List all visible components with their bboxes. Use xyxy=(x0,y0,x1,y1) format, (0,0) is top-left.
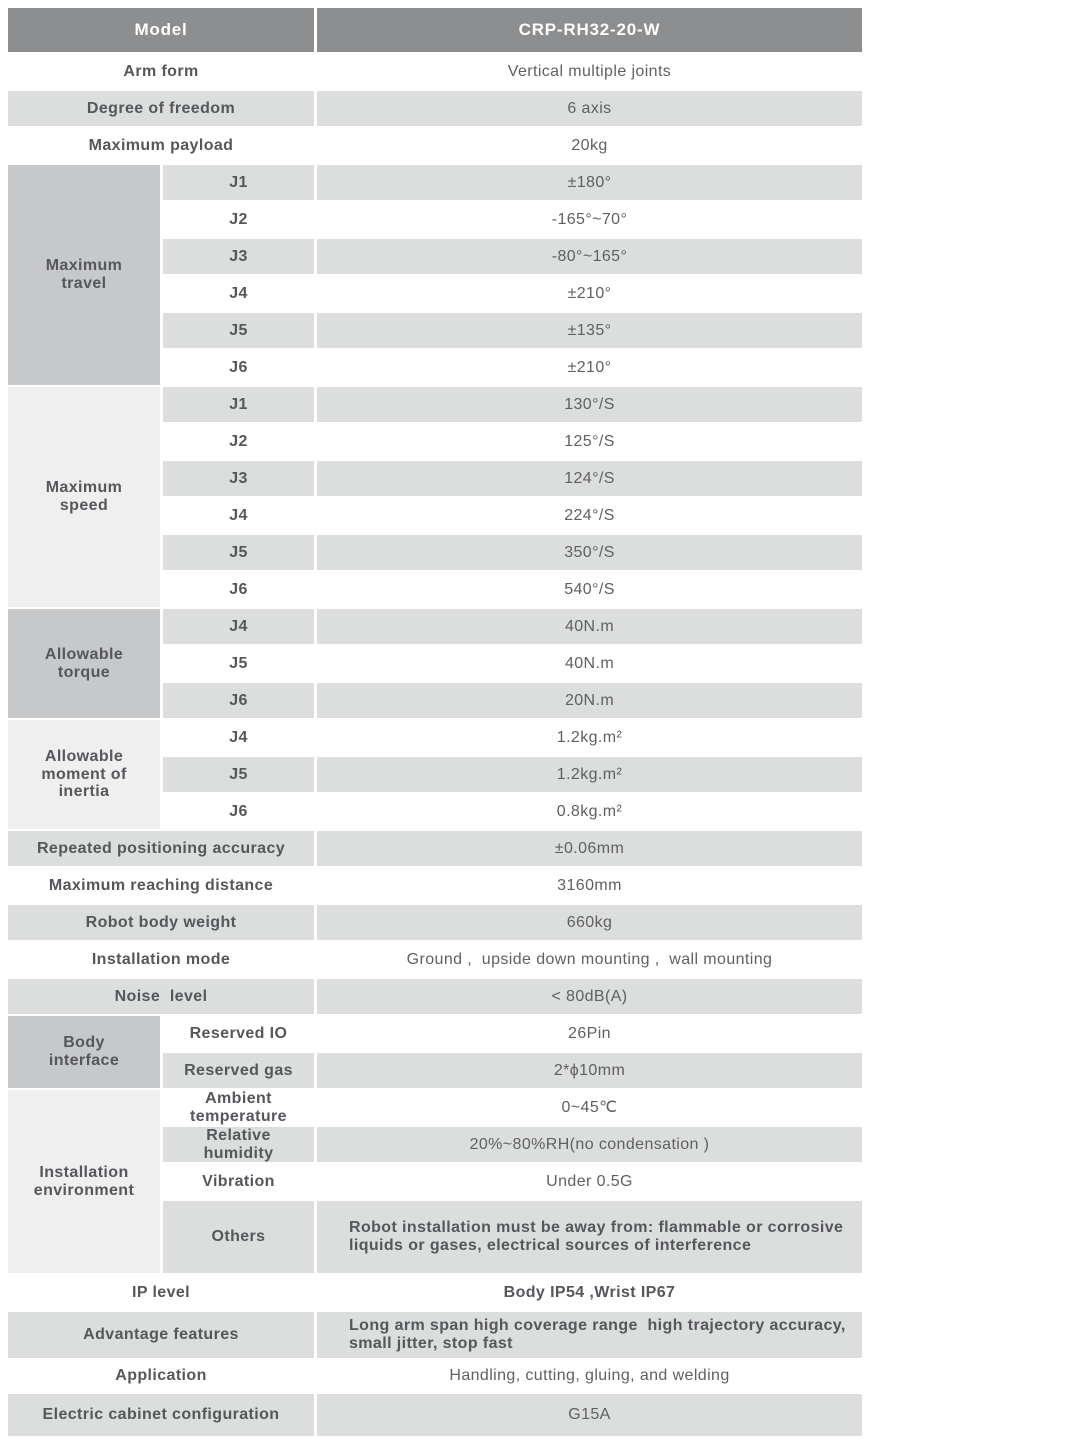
inertia-j5-value: 1.2kg.m² xyxy=(317,757,862,792)
robot-body-weight-label: Robot body weight xyxy=(8,905,314,940)
ambient-temperature-label: Ambient temperature xyxy=(190,1090,287,1125)
speed-j2-label: J2 xyxy=(229,432,248,450)
speed-j5-value: 350°/S xyxy=(317,535,862,570)
travel-j3-label: J3 xyxy=(163,239,314,274)
speed-j6-value: 540°/S xyxy=(564,580,615,598)
degree-of-freedom-label: Degree of freedom xyxy=(8,91,314,126)
advantage-features-label: Advantage features xyxy=(8,1312,314,1358)
travel-j5-label: J5 xyxy=(163,313,314,348)
speed-j4-label: J4 xyxy=(229,506,248,524)
application-value: Handling, cutting, gluing, and welding xyxy=(449,1367,730,1385)
ambient-temperature-value: 0~45℃ xyxy=(561,1098,618,1116)
travel-j1-value: ±180° xyxy=(317,165,862,200)
travel-j1-label: J1 xyxy=(163,165,314,200)
maximum-speed-group-label: Maximum speed xyxy=(8,387,160,607)
travel-j2-value: -165°~70° xyxy=(551,210,628,228)
repeated-positioning-accuracy-value: ±0.06mm xyxy=(317,831,862,866)
electric-cabinet-configuration-value: G15A xyxy=(317,1394,862,1436)
body-interface-group-label: Body interface xyxy=(8,1016,160,1088)
installation-environment-group-label: Installation environment xyxy=(8,1090,160,1273)
noise-level-label: Noise level xyxy=(8,979,314,1014)
torque-j4-value: 40N.m xyxy=(317,609,862,644)
torque-j5-value: 40N.m xyxy=(564,654,615,672)
reserved-gas-label: Reserved gas xyxy=(163,1053,314,1088)
others-value: Robot installation must be away from: flammable or corrosive liquids or gases, electrical sources of interference xyxy=(317,1201,862,1273)
relative-humidity-value: 20%~80%RH(no condensation ) xyxy=(317,1127,862,1162)
installation-mode-value: Ground , upside down mounting , wall mounting xyxy=(406,950,773,968)
torque-j4-label: J4 xyxy=(163,609,314,644)
maximum-reaching-distance-label: Maximum reaching distance xyxy=(48,876,274,894)
ip-level-value: Body IP54 ,Wrist IP67 xyxy=(503,1283,676,1301)
relative-humidity-label: Relative humidity xyxy=(163,1127,314,1162)
speed-j1-value: 130°/S xyxy=(317,387,862,422)
travel-j6-label: J6 xyxy=(229,358,248,376)
application-label: Application xyxy=(115,1367,207,1385)
speed-j3-label: J3 xyxy=(163,461,314,496)
torque-j5-label: J5 xyxy=(229,654,248,672)
inertia-j5-label: J5 xyxy=(163,757,314,792)
repeated-positioning-accuracy-label: Repeated positioning accuracy xyxy=(8,831,314,866)
reserved-io-value: 26Pin xyxy=(568,1024,611,1042)
maximum-payload-value: 20kg xyxy=(571,136,608,154)
speed-j5-label: J5 xyxy=(163,535,314,570)
speed-j2-value: 125°/S xyxy=(564,432,615,450)
travel-j6-value: ±210° xyxy=(567,358,612,376)
reserved-io-label: Reserved IO xyxy=(189,1024,288,1042)
travel-j5-value: ±135° xyxy=(317,313,862,348)
speed-j1-label: J1 xyxy=(163,387,314,422)
degree-of-freedom-value: 6 axis xyxy=(317,91,862,126)
speed-j4-value: 224°/S xyxy=(564,506,615,524)
speed-j3-value: 124°/S xyxy=(317,461,862,496)
maximum-reaching-distance-value: 3160mm xyxy=(557,876,622,894)
vibration-label: Vibration xyxy=(202,1172,275,1190)
inertia-j4-value: 1.2kg.m² xyxy=(556,728,623,746)
vibration-value: Under 0.5G xyxy=(546,1172,633,1190)
allowable-torque-group-label: Allowable torque xyxy=(8,609,160,718)
inertia-j6-value: 0.8kg.m² xyxy=(556,802,623,820)
arm-form-label: Arm form xyxy=(123,62,199,80)
speed-j6-label: J6 xyxy=(229,580,248,598)
torque-j6-value: 20N.m xyxy=(317,683,862,718)
noise-level-value: < 80dB(A) xyxy=(317,979,862,1014)
robot-spec-table xyxy=(8,8,862,1436)
electric-cabinet-configuration-label: Electric cabinet configuration xyxy=(8,1394,314,1436)
travel-j4-value: ±210° xyxy=(567,284,612,302)
travel-j4-label: J4 xyxy=(229,284,248,302)
allowable-inertia-group-label: Allowable moment of inertia xyxy=(8,720,160,829)
ip-level-label: IP level xyxy=(131,1283,191,1301)
reserved-gas-value: 2*ϕ10mm xyxy=(317,1053,862,1088)
inertia-j6-label: J6 xyxy=(229,802,248,820)
torque-j6-label: J6 xyxy=(163,683,314,718)
others-label: Others xyxy=(163,1201,314,1273)
inertia-j4-label: J4 xyxy=(229,728,248,746)
travel-j3-value: -80°~165° xyxy=(317,239,862,274)
robot-body-weight-value: 660kg xyxy=(317,905,862,940)
maximum-payload-label: Maximum payload xyxy=(88,136,234,154)
travel-j2-label: J2 xyxy=(229,210,248,228)
maximum-travel-group-label: Maximum travel xyxy=(8,165,160,385)
model-header-value: CRP-RH32-20-W xyxy=(317,8,862,52)
model-header-label: Model xyxy=(8,8,314,52)
arm-form-value: Vertical multiple joints xyxy=(507,62,672,80)
installation-mode-label: Installation mode xyxy=(91,950,231,968)
advantage-features-value: Long arm span high coverage range high trajectory accuracy, small jitter, stop fast xyxy=(317,1312,862,1358)
